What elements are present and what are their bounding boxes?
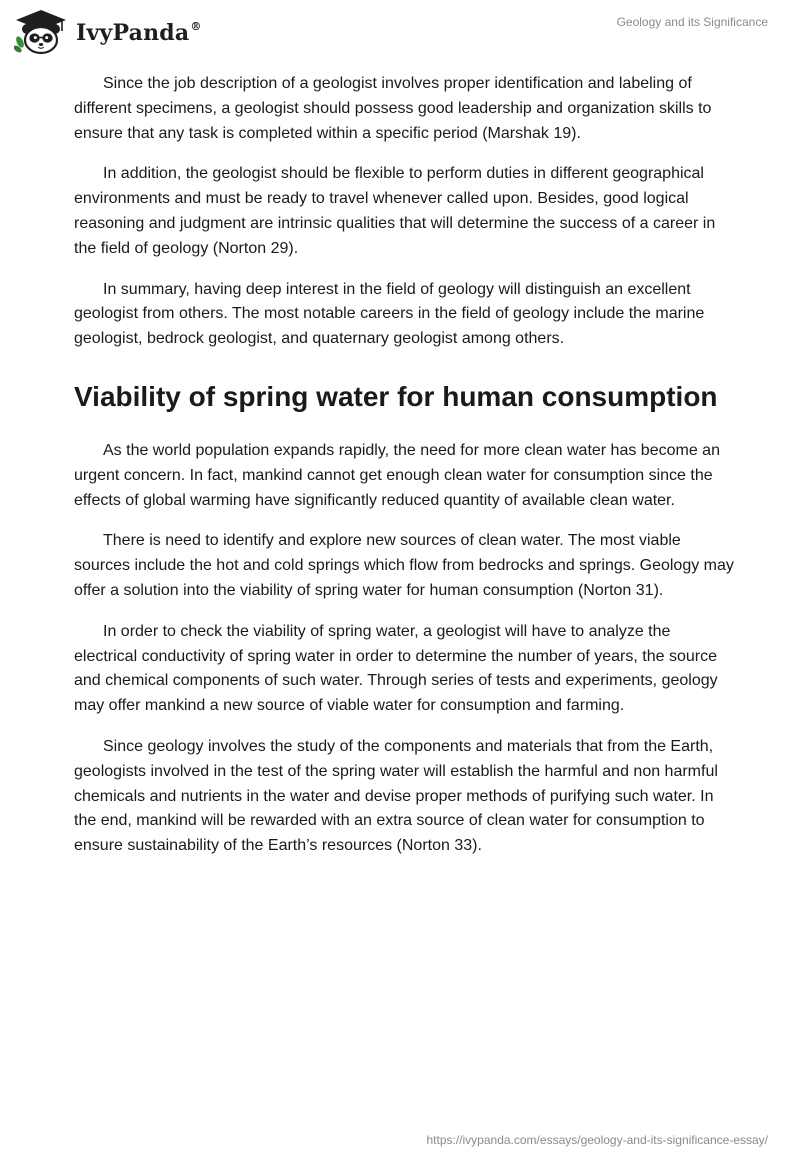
paragraph: In order to check the viability of spring water, a geologist will have to analyze the electrical conductivity of spring water in order to determine the number of years, the source and chemical components of such water. Through series of tests and experiments, geology may offer mankind a new source of viable water for consumption and farming. [74, 622, 718, 715]
paragraph: In addition, the geologist should be flexible to perform duties in different geographical environments and must be ready to travel whenever called upon. Besides, good logical reasoning and judgment are intrinsic qualities that will determine the success of a career in the field of geology (Norton 29). [74, 165, 716, 257]
logo-name: IvyPanda [76, 20, 190, 46]
section-heading: Viability of spring water for human consumption [74, 380, 718, 412]
paragraph: Since the job description of a geologist involves proper identification and labeling of different specimens, a geologist should possess good leadership and organization skills to ensure that any task is completed within a specific period (Marshak 19). [74, 75, 712, 142]
panda-logo-icon [14, 9, 68, 55]
paragraph: As the world population expands rapidly, the need for more clean water has become an urgent concern. In fact, mankind cannot get enough clean water for consumption since the effects of global warming have significantly reduced quantity of available clean water. [74, 441, 720, 509]
source-url[interactable]: https://ivypanda.com/essays/geology-and-its-significance-essay/ [426, 1133, 768, 1147]
page-header [0, 0, 800, 64]
paragraph: Since geology involves the study of the components and materials that from the Earth, geologists involved in the test of the spring water will establish the harmful and non harmful chemicals and nutrients in the water and devise proper methods of purifying such water. In the end, mankind will be rewarded with an extra source of clean water for consumption to ensure sustainability of the Earth’s resources (Norton 33). [74, 737, 718, 855]
logo-text [76, 20, 202, 46]
registered-mark: ® [190, 19, 202, 33]
essay-content [74, 72, 734, 875]
paragraph: There is need to identify and explore new sources of clean water. The most viable sources include the hot and cold springs which flow from bedrocks and springs. Geology may offer a solution into the viability of spring water for human consumption (Norton 31). [74, 532, 734, 599]
document-title: Geology and its Significance [616, 15, 768, 29]
paragraph: In summary, having deep interest in the field of geology will distinguish an excellent geologist from others. The most notable careers in the field of geology include the marine geologist, bedrock geologist, and quaternary geologist among others. [74, 280, 705, 348]
ivypanda-logo[interactable] [14, 9, 202, 55]
